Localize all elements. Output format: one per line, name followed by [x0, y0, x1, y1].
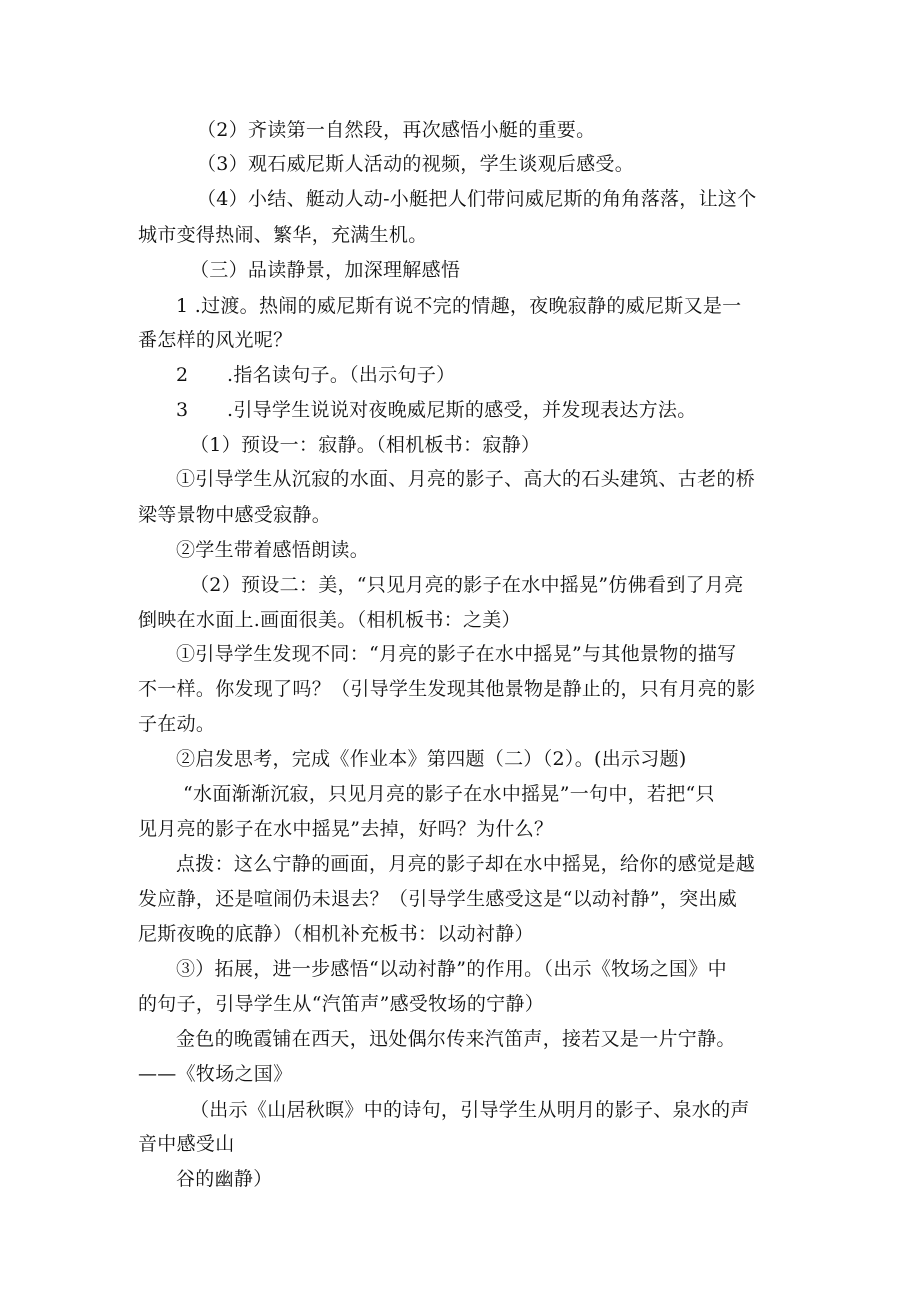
- text-line: （2）预设二：美，“只见月亮的影子在水中摇晃”仿佛看到了月亮: [190, 574, 744, 596]
- text-line: “水面渐渐沉寂，只见月亮的影子在水中摇晃”一句中，若把“只: [183, 783, 715, 805]
- text-line: ①引导学生发现不同：“月亮的影子在水中摇晃”与其他景物的描写: [176, 643, 737, 665]
- text-line: （2）齐读第一自然段，再次感悟小艇的重要。: [197, 119, 596, 141]
- text-line: 梁等景物中感受寂静。: [138, 504, 332, 526]
- text-line: （出示《山居秋暝》中的诗句，引导学生从明月的影子、泉水的声: [190, 1099, 750, 1121]
- text-line: ②学生带着感悟朗读。: [176, 539, 370, 561]
- text-line: ③）拓展，进一步感悟“以动衬静”的作用。（出示《牧场之国》中: [176, 958, 727, 980]
- text-line: 城市变得热闹、繁华，充满生机。: [138, 224, 428, 246]
- text-line: ②启发思考，完成《作业本》第四题（二）（2）。(出示习题): [176, 748, 687, 770]
- text-line: ①引导学生从沉寂的水面、月亮的影子、高大的石头建筑、古老的桥: [176, 468, 756, 490]
- text-line: 1 .过渡。热闹的威尼斯有说不完的情趣，夜晚寂静的威尼斯又是一: [176, 295, 742, 317]
- text-line: 倒映在水面上.画面很美。（相机板书：之美）: [138, 609, 521, 631]
- section-heading: （三）品读静景，加深理解感悟: [190, 259, 461, 281]
- text-line: 番怎样的风光呢？: [138, 329, 293, 351]
- text-line: （3）观石威尼斯人活动的视频，学生谈观后感受。: [197, 153, 634, 175]
- text-line: 的句子，引导学生从“汽笛声”感受牧场的宁静）: [138, 993, 545, 1015]
- text-line: （1）预设一：寂静。（相机板书：寂静）: [190, 434, 541, 456]
- text-line: 见月亮的影子在水中摇晃”去掉，好吗？为什么？: [138, 818, 554, 840]
- text-line: 点拨：这么宁静的画面，月亮的影子却在水中摇晃，给你的感觉是越: [176, 853, 756, 875]
- text-line: 3 .引导学生说说对夜晚威尼斯的感受，并发现表达方法。: [176, 399, 697, 421]
- text-line: 音中感受山: [138, 1133, 235, 1155]
- text-line: 2 .指名读句子。（出示句子）: [176, 364, 456, 386]
- text-line: 子在动。: [138, 713, 216, 735]
- text-line: 尼斯夜晚的底静）（相机补充板书：以动衬静）: [138, 923, 534, 945]
- quote-line: 金色的晚霞铺在西天，迅处偶尔传来汽笛声，接若又是一片宁静。: [176, 1028, 736, 1050]
- text-line: 发应静，还是喧闹仍未退去？（引导学生感受这是“以动衬静”，突出威: [138, 888, 738, 910]
- text-line: 不一样。你发现了吗？（引导学生发现其他景物是静止的，只有月亮的影: [138, 678, 756, 700]
- text-line: （4）小结、艇动人动-小艇把人们带问威尼斯的角角落落，让这个: [197, 188, 757, 210]
- quote-source: ——《牧场之国》: [138, 1063, 293, 1085]
- text-line: 谷的幽静）: [176, 1168, 273, 1190]
